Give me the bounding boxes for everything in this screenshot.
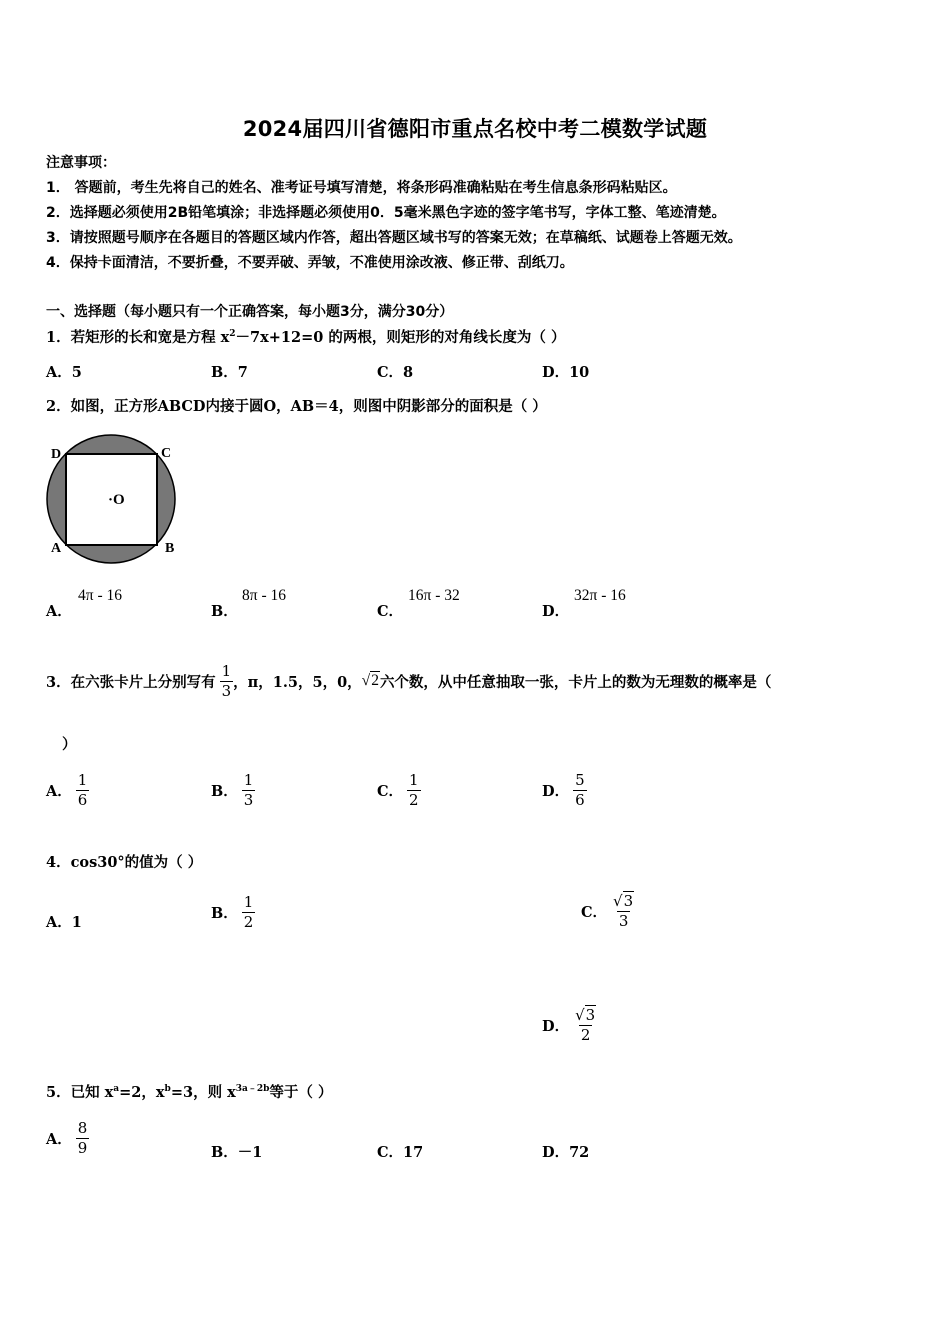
notice-heading: 注意事项：: [46, 155, 116, 171]
q3-option-a: [46, 766, 89, 814]
q5-text-mid2: =3，则 x: [170, 1084, 236, 1101]
q3-option-b-num: 1: [243, 770, 254, 789]
q1-option-a: A．5: [46, 364, 82, 381]
q3-option-b-den: 3: [243, 790, 254, 809]
q4-option-b-num: 1: [243, 892, 254, 911]
q5-option-a: [46, 1114, 89, 1162]
q2-option-d-expr: 32π - 16: [574, 587, 626, 604]
q2-option-c-expr: 16π - 32: [408, 587, 460, 604]
label-d: D: [51, 447, 62, 462]
q5-sup-b: b: [164, 1084, 171, 1094]
q4-option-c-num: 3: [623, 891, 634, 910]
q3-option-b: [211, 766, 255, 814]
q3-option-c: [377, 766, 421, 814]
q2-option-b-expr: 8π - 16: [242, 587, 286, 604]
q4-option-d: D． $\frac{√3}{2}$: [542, 1005, 596, 1044]
q5-sup-c: 3a﹣2b: [235, 1084, 270, 1094]
q4-option-b: [211, 888, 255, 936]
q4-option-c: C． $\frac{√3}{3}$: [581, 891, 634, 930]
q3-close-paren: ）: [62, 736, 77, 753]
q3-option-b-label: B．: [211, 782, 238, 800]
q1-text-pre: 1．若矩形的长和宽是方程 x: [46, 329, 230, 346]
q3-option-c-den: 2: [409, 790, 419, 809]
q2-option-c-label: C．: [377, 603, 404, 620]
q3-option-c-num: 1: [409, 770, 419, 789]
q3-sqrt: √2: [361, 672, 379, 689]
q3-fraction: [220, 663, 234, 700]
q3-frac-num: 1: [221, 661, 232, 680]
q3-text-mid: ，π，1.5，5，0，: [233, 673, 362, 691]
q2-figure: [44, 432, 184, 564]
q3-option-d-den: 6: [575, 790, 585, 809]
q4-option-a: A．1: [46, 914, 82, 931]
question-1: [46, 326, 565, 347]
q4-option-b-label: B．: [211, 904, 238, 922]
q3-option-a-num: 1: [77, 770, 88, 789]
q2-option-a-expr: 4π - 16: [78, 587, 122, 604]
q3-option-d-num: 5: [575, 770, 585, 789]
q5-text-pre: 5．已知 x: [46, 1084, 114, 1101]
question-5: [46, 1081, 332, 1102]
question-4: 4．cos30°的值为（ ）: [46, 854, 203, 871]
q3-option-d-label: D．: [542, 782, 570, 800]
q3-option-d: [542, 766, 587, 814]
q2-option-b-label: B．: [211, 603, 238, 620]
label-c: C: [161, 446, 172, 461]
label-b: B: [165, 541, 175, 556]
q1-option-c: C．8: [377, 364, 414, 381]
page-title: 2024届四川省德阳市重点名校中考二模数学试题: [242, 117, 708, 141]
q3-option-c-label: C．: [377, 782, 404, 800]
section-heading: 一、选择题（每小题只有一个正确答案，每小题3分，满分30分）: [46, 304, 454, 320]
label-a: A: [51, 541, 62, 556]
q3-frac-den: 3: [221, 681, 232, 700]
q5-text-post: 等于（ ）: [269, 1084, 333, 1101]
q3-option-a-den: 6: [77, 790, 88, 809]
q5-text-mid1: =2，x: [119, 1084, 165, 1101]
question-2: 2．如图，正方形ABCD内接于圆O，AB＝4，则图中阴影部分的面积是（ ）: [46, 398, 547, 415]
q5-option-a-label: A．: [46, 1130, 72, 1148]
q1-text-post: －7x+12=0 的两根，则矩形的对角线长度为（ ）: [235, 329, 566, 346]
q5-option-c: C．17: [377, 1144, 424, 1161]
question-3: [46, 646, 771, 716]
notice-item-3: 3．请按照题号顺序在各题目的答题区域内作答，超出答题区域书写的答案无效；在草稿纸、试题卷上答题无效。: [46, 230, 742, 246]
q2-option-d-label: D．: [542, 603, 570, 620]
q4-option-b-den: 2: [243, 912, 254, 931]
label-o: ·O: [108, 492, 125, 508]
q4-option-d-label: D．: [542, 1017, 570, 1035]
q1-exponent: 2: [229, 329, 236, 339]
q5-option-d: D．72: [542, 1144, 590, 1161]
q3-text-post: 六个数，从中任意抽取一张，卡片上的数为无理数的概率是（: [379, 673, 772, 691]
q5-option-a-num: 8: [77, 1118, 88, 1137]
notice-item-1: 1． 答题前，考生先将自己的姓名、准考证号填写清楚，将条形码准确粘贴在考生信息条形码粘贴区。: [46, 180, 677, 196]
q2-option-a-label: A．: [46, 603, 72, 620]
notice-item-4: 4．保持卡面清洁，不要折叠，不要弄破、弄皱，不准使用涂改液、修正带、刮纸刀。: [46, 255, 574, 271]
q5-option-a-den: 9: [77, 1138, 88, 1157]
q5-option-b: B．－1: [211, 1144, 263, 1161]
q4-option-c-den: 3: [618, 911, 629, 930]
q4-option-d-num: 3: [585, 1005, 596, 1024]
q3-sqrt-arg: 2: [371, 672, 379, 689]
q3-text-pre: 3．在六张卡片上分别写有: [46, 673, 216, 691]
notice-item-2: 2．选择题必须使用2B铅笔填涂；非选择题必须使用0．5毫米黑色字迹的签字笔书写，字体工整、笔迹清楚。: [46, 205, 726, 221]
q5-sup-a: a: [113, 1084, 120, 1094]
q4-option-c-label: C．: [581, 903, 608, 921]
q1-option-b: B．7: [211, 364, 248, 381]
q3-option-a-label: A．: [46, 782, 72, 800]
q1-option-d: D．10: [542, 364, 590, 381]
q4-option-d-den: 2: [580, 1025, 591, 1044]
